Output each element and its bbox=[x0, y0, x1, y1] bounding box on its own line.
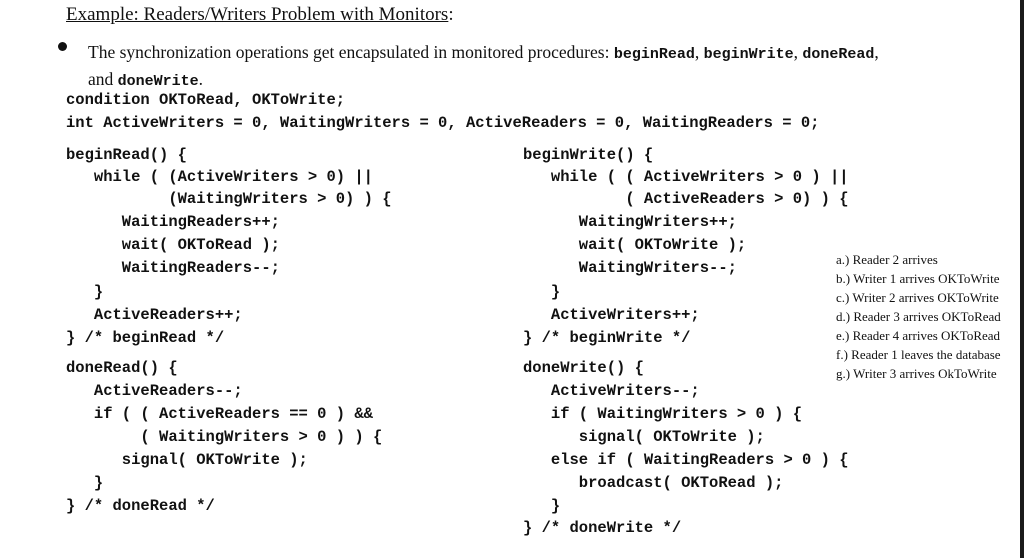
code-line: doneRead() { bbox=[66, 359, 178, 377]
note-item: a.) Reader 2 arrives bbox=[836, 252, 938, 267]
code-line: } bbox=[523, 283, 561, 301]
bullet-dot-icon bbox=[58, 42, 67, 51]
code-line: } /* doneRead */ bbox=[66, 497, 215, 515]
code-line: } /* doneWrite */ bbox=[523, 519, 682, 537]
code-line: signal( OKToWrite ); bbox=[523, 428, 765, 446]
code-line: } bbox=[66, 474, 104, 492]
decl-int: int ActiveWriters = 0, WaitingWriters = 0, ActiveReaders = 0, WaitingReaders = 0; bbox=[66, 114, 820, 132]
code-line: while ( (ActiveWriters > 0) || bbox=[66, 168, 373, 186]
bullet-sep-3: , bbox=[874, 42, 879, 62]
op-done-read: doneRead bbox=[802, 46, 875, 63]
bullet-text-intro: The synchronization operations get encapsulated in monitored procedures: bbox=[88, 42, 614, 62]
code-line: WaitingReaders--; bbox=[66, 259, 280, 277]
code-line: (WaitingWriters > 0) ) { bbox=[66, 190, 392, 208]
note-item: b.) Writer 1 arrives OKToWrite bbox=[836, 271, 1000, 286]
page-right-border bbox=[1020, 0, 1024, 558]
code-line: ( ActiveReaders > 0) ) { bbox=[523, 190, 849, 208]
code-line: else if ( WaitingReaders > 0 ) { bbox=[523, 451, 849, 469]
code-line: wait( OKToWrite ); bbox=[523, 236, 747, 254]
code-line: if ( ( ActiveReaders == 0 ) && bbox=[66, 405, 373, 423]
code-line: WaitingWriters--; bbox=[523, 259, 737, 277]
op-begin-read: beginRead bbox=[613, 46, 695, 63]
code-line: } bbox=[523, 497, 561, 515]
bullet-line2-suffix: . bbox=[198, 69, 204, 89]
note-item: f.) Reader 1 leaves the database bbox=[836, 347, 1001, 362]
code-line: WaitingReaders++; bbox=[66, 213, 280, 231]
code-line: } /* beginRead */ bbox=[66, 329, 225, 347]
code-line: ActiveWriters--; bbox=[523, 382, 700, 400]
code-line: ActiveReaders++; bbox=[66, 306, 243, 324]
bullet-sep-1: , bbox=[694, 42, 704, 62]
note-item: e.) Reader 4 arrives OKToRead bbox=[836, 328, 1001, 343]
code-line: ( WaitingWriters > 0 ) ) { bbox=[66, 428, 383, 446]
code-line: wait( OKToRead ); bbox=[66, 236, 280, 254]
code-line: } bbox=[66, 283, 104, 301]
bullet-sep-2: , bbox=[793, 42, 803, 62]
slide-title-text: Example: Readers/Writers Problem with Monitors bbox=[66, 4, 449, 25]
code-line: beginRead() { bbox=[66, 146, 187, 164]
note-item: d.) Reader 3 arrives OKToRead bbox=[836, 309, 1001, 324]
code-line: while ( ( ActiveWriters > 0 ) || bbox=[523, 168, 849, 186]
code-line: doneWrite() { bbox=[523, 359, 644, 377]
bullet-paragraph bbox=[88, 40, 988, 94]
code-line: ActiveWriters++; bbox=[523, 306, 700, 324]
op-done-write: doneWrite bbox=[117, 73, 199, 90]
code-line: broadcast( OKToRead ); bbox=[523, 474, 784, 492]
event-notes bbox=[836, 250, 1001, 383]
code-line: } /* beginWrite */ bbox=[523, 329, 691, 347]
code-line: ActiveReaders--; bbox=[66, 382, 243, 400]
code-line: signal( OKToWrite ); bbox=[66, 451, 308, 469]
note-item: c.) Writer 2 arrives OKToWrite bbox=[836, 290, 999, 305]
slide-title bbox=[66, 4, 454, 26]
code-line: WaitingWriters++; bbox=[523, 213, 737, 231]
code-line: beginWrite() { bbox=[523, 146, 654, 164]
op-begin-write: beginWrite bbox=[703, 46, 794, 63]
note-item: g.) Writer 3 arrives OkToWrite bbox=[836, 366, 997, 381]
slide-title-colon: : bbox=[448, 4, 454, 25]
decl-condition: condition OKToRead, OKToWrite; bbox=[66, 91, 346, 109]
bullet-line2-prefix: and bbox=[88, 69, 118, 89]
code-line: if ( WaitingWriters > 0 ) { bbox=[523, 405, 803, 423]
